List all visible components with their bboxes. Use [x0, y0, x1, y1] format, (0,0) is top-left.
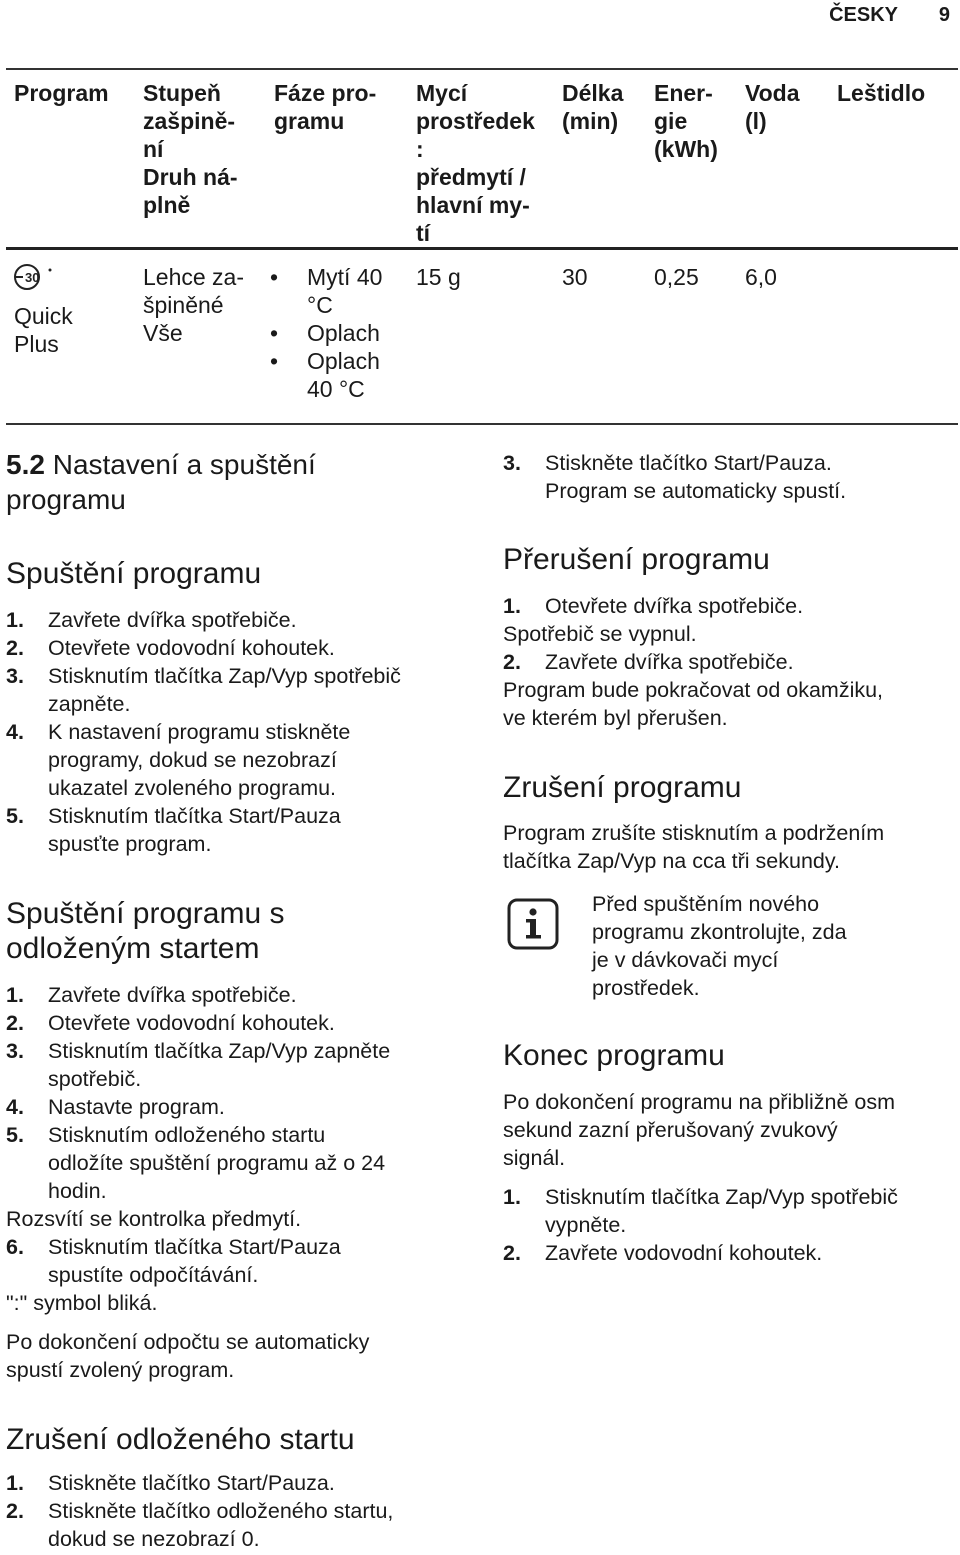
- interrupt-steps: [503, 592, 953, 620]
- list-item: 3. Stisknutím tlačítka Zap/Vyp zapněte spotřebič.: [6, 1039, 391, 1091]
- delayed-note-b: ":" symbol bliká.: [6, 1291, 158, 1315]
- info-icon: [507, 898, 559, 955]
- cancel-delay-steps: [6, 1469, 466, 1553]
- th-detergent: Mycí prostředek : předmytí / hlavní my- tí: [416, 80, 535, 246]
- cell-energy: 0,25: [654, 264, 699, 290]
- cancel-program-heading: Zrušení programu: [503, 771, 742, 804]
- delayed-steps-a: [6, 981, 466, 1205]
- cell-program-name: Quick Plus: [14, 303, 73, 357]
- phase-item: • Oplach 40 °C: [270, 347, 382, 403]
- phase-item: • Mytí 40 °C: [270, 263, 382, 319]
- cancel-delay-heading: Zrušení odloženého startu: [6, 1423, 355, 1456]
- delayed-start-heading: Spuštění programu s odloženým startem: [6, 897, 285, 965]
- cell-duration: 30: [562, 264, 588, 290]
- list-item: 4. Nastavte program.: [6, 1095, 225, 1119]
- list-item: 2. Zavřete dvířka spotřebiče.: [503, 650, 794, 674]
- start-program-heading: Spuštění programu: [6, 557, 262, 590]
- cell-detergent: 15 g: [416, 264, 461, 290]
- list-item: 2. Stiskněte tlačítko odloženého startu, dokud se nezobrazí 0.: [6, 1499, 394, 1551]
- start-steps: [6, 606, 466, 858]
- section-heading: 5.2 Nastavení a spuštění programu: [6, 449, 316, 515]
- th-energy: Ener- gie (kWh): [654, 80, 718, 162]
- interrupt-note-2: Program bude pokračovat od okamžiku, ve kterém byl přerušen.: [503, 678, 884, 730]
- list-item: 1. Zavřete dvířka spotřebiče.: [6, 983, 297, 1007]
- table-header-rule: [6, 247, 958, 250]
- list-item: 1. Stiskněte tlačítko Start/Pauza.: [6, 1471, 335, 1495]
- th-soil: Stupeň zašpině- ní Druh ná- plně: [143, 80, 238, 218]
- th-duration: Délka (min): [562, 80, 624, 134]
- th-program: Program: [14, 80, 109, 106]
- info-text: Před spuštěním nového programu zkontrolujte, zda je v dávkovači mycí prostředek.: [592, 892, 847, 1000]
- list-item: 1. Otevřete dvířka spotřebiče.: [503, 594, 804, 618]
- list-item: 3. Stiskněte tlačítko Start/Pauza. Program se automaticky spustí.: [503, 451, 847, 503]
- table-bottom-rule: [6, 423, 958, 425]
- th-rinse: Leštidlo: [837, 80, 926, 106]
- list-item: 5. Stisknutím tlačítka Start/Pauza spusťte program.: [6, 804, 341, 856]
- interrupt-heading: Přerušení programu: [503, 543, 770, 576]
- th-water: Voda (l): [745, 80, 800, 134]
- cancel-program-text: Program zrušíte stisknutím a podržením tlačítka Zap/Vyp na cca tři sekundy.: [503, 821, 885, 873]
- phase-item: • Oplach: [270, 319, 382, 347]
- timer-30-icon: [12, 262, 54, 297]
- list-item: 1. Zavřete dvířka spotřebiče.: [6, 608, 297, 632]
- list-item: 2. Otevřete vodovodní kohoutek.: [6, 1011, 335, 1035]
- cell-soil: Lehce za- špiněné Vše: [143, 264, 245, 346]
- th-phases: Fáze pro- gramu: [274, 80, 377, 134]
- language-label: ČESKY: [829, 4, 898, 26]
- delayed-paragraph: Po dokončení odpočtu se automaticky spustí zvolený program.: [6, 1330, 370, 1382]
- page-number: 9: [938, 4, 950, 26]
- list-item: 4. K nastavení programu stiskněte programy, dokud se nezobrazí ukazatel zvoleného programu.: [6, 720, 351, 800]
- interrupt-note-1: Spotřebič se vypnul.: [503, 622, 697, 646]
- cell-phases: [270, 263, 382, 403]
- table-top-rule: [6, 68, 958, 70]
- end-steps: [503, 1183, 953, 1267]
- list-item: 6. Stisknutím tlačítka Start/Pauza spustíte odpočítávání.: [6, 1235, 341, 1287]
- svg-text:30: 30: [25, 270, 40, 285]
- list-item: 2. Otevřete vodovodní kohoutek.: [6, 636, 335, 660]
- delayed-note-a: Rozsvítí se kontrolka předmytí.: [6, 1207, 302, 1231]
- cell-water: 6,0: [745, 264, 777, 290]
- interrupt-steps-2: [503, 648, 953, 676]
- right-step3: [503, 449, 953, 505]
- info-note: [503, 890, 953, 1008]
- list-item: 5. Stisknutím odloženého startu odložíte spuštění programu až o 24 hodin.: [6, 1123, 386, 1203]
- delayed-steps-b: [6, 1233, 466, 1289]
- list-item: 2. Zavřete vodovodní kohoutek.: [503, 1241, 823, 1265]
- end-program-text: Po dokončení programu na přibližně osm sekund zazní přerušovaný zvukový signál.: [503, 1090, 895, 1170]
- list-item: 3. Stisknutím tlačítka Zap/Vyp spotřebič zapněte.: [6, 664, 401, 716]
- list-item: 1. Stisknutím tlačítka Zap/Vyp spotřebič vypněte.: [503, 1185, 898, 1237]
- end-program-heading: Konec programu: [503, 1039, 725, 1072]
